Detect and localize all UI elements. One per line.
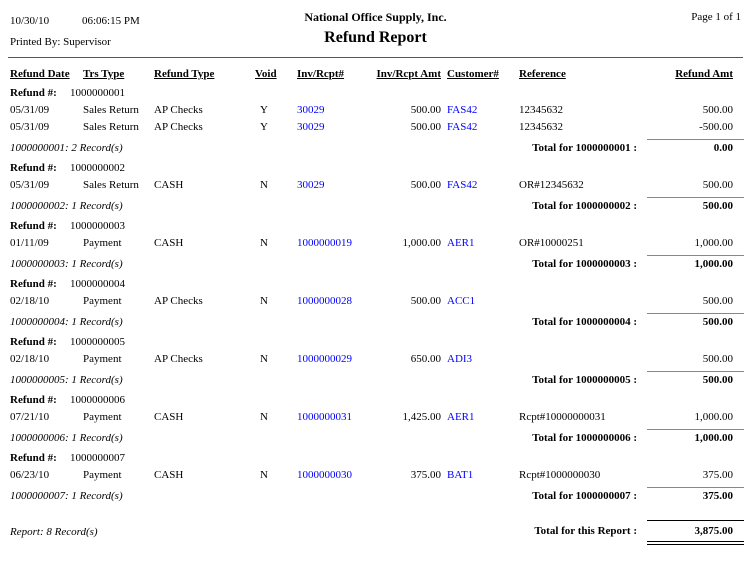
- column-header-refund-amt: Refund Amt: [675, 68, 733, 80]
- cell-reference: [519, 293, 670, 310]
- group-rows: [10, 409, 741, 426]
- report-footer: [10, 518, 741, 550]
- cell-refund-amt: 500.00: [702, 353, 733, 365]
- cell-refund-amt: 375.00: [702, 469, 733, 481]
- print-date: 10/30/10: [10, 15, 50, 27]
- cell-void: N: [260, 179, 268, 191]
- refund-number-line: [10, 450, 741, 467]
- cell-inv-rcpt-link[interactable]: 30029: [297, 179, 325, 191]
- refund-number-line: [10, 218, 741, 235]
- cell-inv-rcpt-amt: 500.00: [410, 295, 441, 307]
- report-title: Refund Report: [324, 29, 427, 46]
- cell-refund-date: 07/21/10: [10, 411, 50, 423]
- column-header-row: [10, 67, 741, 85]
- cell-refund-date: 06/23/10: [10, 469, 50, 481]
- group-total-amount: 1,000.00: [694, 432, 733, 444]
- cell-reference: [519, 351, 670, 368]
- group-summary: [10, 194, 741, 216]
- cell-refund-amt: 500.00: [702, 179, 733, 191]
- group-summary: [10, 426, 741, 448]
- cell-void: N: [260, 469, 268, 481]
- refund-number-label: Refund #:: [10, 162, 57, 174]
- printed-by-label: Printed By:: [10, 36, 61, 48]
- group-record-count: 1000000001: 2 Record(s): [10, 142, 123, 154]
- cell-reference: 12345632: [519, 121, 563, 133]
- column-header-reference: Reference: [519, 68, 566, 80]
- cell-customer-link[interactable]: ACC1: [447, 295, 476, 307]
- report-total-rule-top: [647, 520, 744, 521]
- group-record-count: 1000000002: 1 Record(s): [10, 200, 123, 212]
- cell-inv-rcpt-link[interactable]: 1000000029: [297, 353, 352, 365]
- refund-number-label: Refund #:: [10, 220, 57, 232]
- cell-refund-type: AP Checks: [154, 295, 203, 307]
- cell-trs-type: Sales Return: [83, 179, 139, 191]
- group-rows: [10, 102, 741, 136]
- column-header-trs-type: Trs Type: [83, 68, 125, 80]
- group-rows: [10, 467, 741, 484]
- cell-inv-rcpt-link[interactable]: 30029: [297, 121, 325, 133]
- cell-inv-rcpt-link[interactable]: 30029: [297, 104, 325, 116]
- group-summary: [10, 136, 741, 158]
- cell-customer-link[interactable]: AER1: [447, 411, 475, 423]
- cell-customer-link[interactable]: ADI3: [447, 353, 473, 365]
- cell-void: N: [260, 353, 268, 365]
- cell-customer-link[interactable]: AER1: [447, 237, 475, 249]
- cell-void: N: [260, 295, 268, 307]
- refund-number-label: Refund #:: [10, 87, 57, 99]
- printed-by-line: [10, 32, 140, 53]
- cell-customer-link[interactable]: FAS42: [447, 121, 478, 133]
- cell-refund-date: 02/18/10: [10, 353, 50, 365]
- refund-group: [10, 392, 741, 448]
- cell-reference: Rcpt#1000000030: [519, 469, 601, 481]
- cell-refund-type: CASH: [154, 237, 184, 249]
- refund-group: [10, 334, 741, 390]
- report-row: [10, 235, 741, 252]
- report-row: [10, 293, 741, 310]
- group-total-label: Total for 1000000006 :: [532, 432, 637, 444]
- cell-customer-link[interactable]: FAS42: [447, 179, 478, 191]
- group-record-count: 1000000006: 1 Record(s): [10, 432, 123, 444]
- group-record-count: 1000000003: 1 Record(s): [10, 258, 123, 270]
- group-total-label: Total for 1000000002 :: [532, 200, 637, 212]
- refund-number-line: [10, 160, 741, 177]
- print-datetime-line: [10, 11, 140, 32]
- cell-inv-rcpt-amt: 500.00: [410, 104, 441, 116]
- group-summary: [10, 310, 741, 332]
- cell-refund-date: 05/31/09: [10, 104, 50, 116]
- group-record-count: 1000000005: 1 Record(s): [10, 374, 123, 386]
- refund-group: [10, 276, 741, 332]
- group-total-label: Total for 1000000005 :: [532, 374, 637, 386]
- report-record-count: Report: 8 Record(s): [10, 526, 98, 538]
- refund-number-label: Refund #:: [10, 394, 57, 406]
- cell-inv-rcpt-amt: 500.00: [410, 179, 441, 191]
- cell-refund-type: CASH: [154, 469, 184, 481]
- group-rows: [10, 293, 741, 310]
- print-time: 06:06:15 PM: [82, 15, 140, 27]
- refund-group: [10, 85, 741, 158]
- group-total-label: Total for 1000000004 :: [532, 316, 637, 328]
- group-rows: [10, 177, 741, 194]
- report-row: [10, 409, 741, 426]
- cell-refund-date: 05/31/09: [10, 121, 50, 133]
- group-total-amount: 375.00: [702, 490, 733, 502]
- cell-trs-type: Sales Return: [83, 104, 139, 116]
- cell-inv-rcpt-link[interactable]: 1000000019: [297, 237, 352, 249]
- cell-reference: OR#10000251: [519, 237, 584, 249]
- cell-refund-amt: 1,000.00: [694, 411, 733, 423]
- group-total-rule: [647, 487, 744, 488]
- column-header-refund-type: Refund Type: [154, 68, 215, 80]
- cell-trs-type: Payment: [83, 411, 122, 423]
- cell-void: N: [260, 411, 268, 423]
- cell-refund-date: 02/18/10: [10, 295, 50, 307]
- page-indicator: Page 1 of 1: [691, 11, 741, 23]
- cell-void: Y: [260, 104, 268, 116]
- cell-refund-amt: 500.00: [702, 104, 733, 116]
- cell-refund-date: 05/31/09: [10, 179, 50, 191]
- cell-reference: Rcpt#10000000031: [519, 411, 606, 423]
- cell-refund-type: AP Checks: [154, 104, 203, 116]
- refund-number-value: 1000000001: [70, 87, 125, 99]
- report-body: [10, 85, 741, 506]
- group-total-label: Total for 1000000007 :: [532, 490, 637, 502]
- refund-number-line: [10, 276, 741, 293]
- refund-number-label: Refund #:: [10, 278, 57, 290]
- cell-void: Y: [260, 121, 268, 133]
- cell-refund-type: CASH: [154, 179, 184, 191]
- cell-inv-rcpt-link[interactable]: 1000000031: [297, 411, 352, 423]
- group-total-amount: 1,000.00: [694, 258, 733, 270]
- refund-group: [10, 160, 741, 216]
- group-total-rule: [647, 139, 744, 140]
- report-header-center: [160, 10, 591, 47]
- refund-number-line: [10, 334, 741, 351]
- cell-inv-rcpt-amt: 375.00: [410, 469, 441, 481]
- group-summary: [10, 368, 741, 390]
- group-total-label: Total for 1000000001 :: [532, 142, 637, 154]
- refund-group: [10, 450, 741, 506]
- group-total-amount: 500.00: [702, 374, 733, 386]
- cell-refund-type: AP Checks: [154, 353, 203, 365]
- cell-inv-rcpt-link[interactable]: 1000000030: [297, 469, 352, 481]
- column-header-customer: Customer#: [447, 68, 499, 80]
- column-header-inv-rcpt-amt: Inv/Rcpt Amt: [376, 68, 441, 80]
- report-header: [10, 6, 741, 56]
- column-header-void: Void: [255, 68, 277, 80]
- group-summary: [10, 484, 741, 506]
- group-record-count: 1000000007: 1 Record(s): [10, 490, 123, 502]
- cell-trs-type: Payment: [83, 295, 122, 307]
- printed-by-value: Supervisor: [63, 36, 111, 48]
- refund-number-label: Refund #:: [10, 336, 57, 348]
- cell-trs-type: Payment: [83, 237, 122, 249]
- group-total-rule: [647, 371, 744, 372]
- group-total-rule: [647, 255, 744, 256]
- cell-trs-type: Sales Return: [83, 121, 139, 133]
- refund-number-value: 1000000002: [70, 162, 125, 174]
- cell-inv-rcpt-amt: 500.00: [410, 121, 441, 133]
- group-total-amount: 0.00: [713, 142, 733, 154]
- column-header-inv-rcpt: Inv/Rcpt#: [297, 68, 345, 80]
- group-total-rule: [647, 197, 744, 198]
- report-row: [10, 102, 741, 119]
- cell-refund-amt: 1,000.00: [694, 237, 733, 249]
- cell-trs-type: Payment: [83, 353, 122, 365]
- refund-number-label: Refund #:: [10, 452, 57, 464]
- group-total-rule: [647, 429, 744, 430]
- cell-reference: 12345632: [519, 104, 563, 116]
- report-row: [10, 119, 741, 136]
- group-total-rule: [647, 313, 744, 314]
- group-rows: [10, 235, 741, 252]
- refund-number-value: 1000000005: [70, 336, 125, 348]
- cell-inv-rcpt-amt: 1,425.00: [402, 411, 441, 423]
- report-total-label: Total for this Report :: [534, 525, 637, 537]
- cell-trs-type: Payment: [83, 469, 122, 481]
- report-row: [10, 351, 741, 368]
- report-total-rule-bottom: [647, 541, 744, 542]
- refund-group: [10, 218, 741, 274]
- group-rows: [10, 351, 741, 368]
- report-row: [10, 177, 741, 194]
- report-total-amount: 3,875.00: [694, 525, 733, 537]
- cell-refund-type: AP Checks: [154, 121, 203, 133]
- column-header-refund-date: Refund Date: [10, 68, 70, 80]
- cell-refund-amt: -500.00: [699, 121, 733, 133]
- company-name: National Office Supply, Inc.: [304, 10, 447, 24]
- refund-number-value: 1000000003: [70, 220, 125, 232]
- refund-number-value: 1000000007: [70, 452, 125, 464]
- cell-void: N: [260, 237, 268, 249]
- refund-number-line: [10, 392, 741, 409]
- report-row: [10, 467, 741, 484]
- cell-refund-date: 01/11/09: [10, 237, 49, 249]
- report-total-rule-bottom-2: [647, 544, 744, 545]
- group-total-amount: 500.00: [702, 200, 733, 212]
- header-divider: [8, 57, 743, 58]
- group-total-label: Total for 1000000003 :: [532, 258, 637, 270]
- group-record-count: 1000000004: 1 Record(s): [10, 316, 123, 328]
- cell-inv-rcpt-link[interactable]: 1000000028: [297, 295, 352, 307]
- refund-number-value: 1000000004: [70, 278, 125, 290]
- cell-inv-rcpt-amt: 1,000.00: [402, 237, 441, 249]
- cell-reference: OR#12345632: [519, 179, 584, 191]
- refund-number-line: [10, 85, 741, 102]
- report-header-left: [10, 11, 140, 53]
- group-total-amount: 500.00: [702, 316, 733, 328]
- cell-inv-rcpt-amt: 650.00: [410, 353, 441, 365]
- cell-refund-type: CASH: [154, 411, 184, 423]
- cell-customer-link[interactable]: BAT1: [447, 469, 474, 481]
- group-summary: [10, 252, 741, 274]
- cell-refund-amt: 500.00: [702, 295, 733, 307]
- refund-number-value: 1000000006: [70, 394, 125, 406]
- cell-customer-link[interactable]: FAS42: [447, 104, 478, 116]
